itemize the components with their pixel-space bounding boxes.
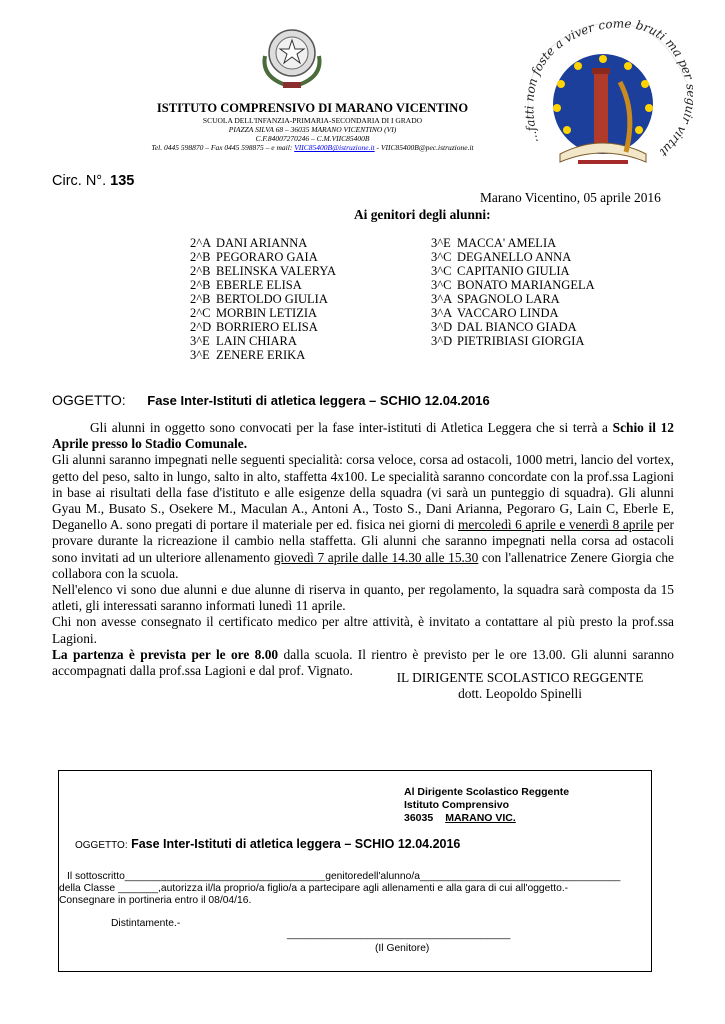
form-subject [75, 837, 460, 851]
signature-title: IL DIRIGENTE SCOLASTICO REGGENTE [396, 670, 644, 685]
pec-address: - VIIC85400B@pec.istruzione.it [374, 143, 474, 152]
student-name: SPAGNOLO LARA [457, 292, 560, 306]
circular-value: 135 [110, 173, 135, 189]
student-name: DEGANELLO ANNA [457, 250, 572, 264]
student-name: BONATO MARIANGELA [457, 278, 595, 292]
p5-bold: La partenza è prevista per le ore 8.00 [52, 646, 279, 662]
student-name: CAPITANIO GIULIA [457, 264, 570, 278]
student-class: 2^A [190, 236, 212, 250]
p2-text-a: Gli alunni saranno impegnati nelle seguenti specialità: corsa veloce, corsa ad ostacoli, 1000 metri, lancio del vortex, getto del peso, salto in lungo, salto in alto, staffetta 4x100. Le specialità saranno concordate con la prof.ssa Lagioni in base ai risultati della fase d'istituto e alle esigenze della squadra (vi sarà un punteggio di squadra). Gli alunni Gyau M., Busato S., Osekere M., Maculan A., Antoni A., Tosto S., Dani Arianna, Pegoraro G, Lain C, Eberle E, Deganello A. sono pregati di portare il materiale per ed. fisica nei giorni di [52, 452, 674, 533]
student-entry [431, 306, 595, 320]
form-line-name[interactable]: Il sottoscritto___________________________________genitoredell'alunno/a___________________________________ [67, 871, 621, 882]
student-entry [431, 264, 595, 278]
form-signature-line[interactable]: _______________________________________ [287, 929, 511, 940]
contacts-prefix: Tel. 0445 598870 – Fax 0445 598875 – e mail: [151, 143, 295, 152]
republic-emblem-icon [253, 16, 331, 94]
student-list-left [190, 236, 336, 362]
p1-text: Gli alunni in oggetto sono convocati per la fase inter-istituti di Atletica Leggera che si terrà a [90, 420, 613, 435]
student-class: 3^E [431, 236, 451, 250]
student-entry [190, 236, 336, 250]
paragraph-1 [52, 420, 674, 452]
form-recipient-line3 [404, 812, 569, 825]
student-name: LAIN CHIARA [216, 334, 297, 348]
student-entry [190, 320, 336, 334]
school-logo-icon [508, 12, 693, 182]
student-entry [190, 334, 336, 348]
form-closing: Distintamente.- [111, 918, 181, 929]
recipients-heading: Ai genitori degli alunni: [354, 207, 491, 222]
circular-label: Circ. N°. [52, 173, 107, 189]
student-name: ZENERE ERIKA [216, 348, 306, 362]
student-name: EBERLE ELISA [216, 278, 302, 292]
student-name: PEGORARO GAIA [216, 250, 318, 264]
student-entry [190, 306, 336, 320]
form-signature-label: (Il Genitore) [375, 943, 430, 954]
student-name: DAL BIANCO GIADA [457, 320, 577, 334]
form-city: MARANO VIC. [445, 812, 516, 824]
form-recipient-line1: Al Dirigente Scolastico Reggente [404, 786, 570, 798]
student-entry [431, 250, 595, 264]
student-class: 3^C [431, 250, 452, 264]
subject-line [52, 392, 490, 408]
student-class: 2^B [190, 292, 211, 306]
letter-body [52, 420, 674, 679]
school-contacts [80, 143, 545, 152]
subject-label: OGGETTO: [52, 392, 126, 408]
student-entry [190, 278, 336, 292]
p5-text: dalla scuola. Il rientro è previsto per le ore 13.00. Gli alunni saranno accompagnati dalla prof.ssa Lagioni e dal prof. Vignato. [52, 646, 674, 679]
p2-text-c: con l'allenatrice Zenere Giorgia che collabora con la scuola. [52, 549, 674, 581]
student-entry [190, 348, 336, 362]
form-recipient-line2: Istituto Comprensivo [404, 799, 510, 811]
circular-number [52, 173, 134, 189]
form-recipient [404, 786, 569, 825]
student-name: VACCARO LINDA [457, 306, 559, 320]
subject-text: Fase Inter-Istituti di atletica leggera – SCHIO 12.04.2016 [147, 393, 490, 408]
paragraph-3: Nell'elenco vi sono due alunni e due alunne di riserva in quanto, per regolamento, la squadra sarà composta da 15 atleti, gli interessati saranno informati lunedì 11 aprile. [52, 582, 674, 614]
p2-underline-2: giovedì 7 aprile dalle 14.30 alle 15.30 [273, 549, 479, 565]
student-class: 2^D [190, 320, 212, 334]
form-deadline: Consegnare in portineria entro il 08/04/16. [59, 895, 252, 906]
form-subject-label: OGGETTO: [75, 840, 128, 851]
student-class: 3^E [190, 348, 210, 362]
student-class: 3^C [431, 278, 452, 292]
paragraph-4: Chi non avesse consegnato il certificato medico per altre attività, è invitato a contattare al più presto la prof.ssa Lagioni. [52, 614, 674, 646]
return-slip-form [58, 770, 652, 972]
form-subject-text: Fase Inter-Istituti di atletica leggera – SCHIO 12.04.2016 [127, 837, 461, 851]
student-class: 3^C [431, 264, 452, 278]
student-class: 2^C [190, 306, 211, 320]
student-entry [431, 236, 595, 250]
student-entry [431, 278, 595, 292]
student-entry [431, 334, 595, 348]
student-name: MORBIN LETIZIA [216, 306, 318, 320]
student-name: DANI ARIANNA [216, 236, 308, 250]
paragraph-2 [52, 452, 674, 582]
p2-underline-1: mercoledì 6 aprile e venerdì 8 aprile [458, 517, 654, 533]
form-line-class[interactable]: della Classe _______,autorizza il/la proprio/a figlio/a a partecipare agli allenamenti e alla gara di cui all'oggetto.- [59, 883, 569, 894]
email-link[interactable]: VIIC85400B@istruzione.it [294, 143, 375, 152]
student-name: MACCA' AMELIA [457, 236, 557, 250]
logo-motto: ...fatti non foste a viver come bruti ma pe r virtut [522, 16, 693, 160]
student-name: BERTOLDO GIULIA [216, 292, 328, 306]
student-class: 3^D [431, 320, 453, 334]
student-class: 3^A [431, 306, 453, 320]
student-entry [190, 264, 336, 278]
student-class: 3^D [431, 334, 453, 348]
student-class: 3^E [190, 334, 210, 348]
student-entry [190, 292, 336, 306]
student-name: PIETRIBIASI GIORGIA [457, 334, 585, 348]
student-entry [190, 250, 336, 264]
form-cap: 36035 [404, 812, 434, 824]
student-entry [431, 292, 595, 306]
school-type: SCUOLA DELL'INFANZIA-PRIMARIA-SECONDARIA DI I GRADO [202, 116, 423, 125]
student-class: 2^B [190, 264, 211, 278]
student-entry [431, 320, 595, 334]
school-address: PIAZZA SILVA 68 – 36035 MARANO VICENTINO (VI) [228, 125, 397, 134]
date-line: Marano Vicentino, 05 aprile 2016 [480, 190, 661, 205]
signature-name: dott. Leopoldo Spinelli [458, 686, 582, 701]
student-class: 3^A [431, 292, 453, 306]
p2-text-b: per provare durante la ricreazione il cambio nella staffetta. Gli alunni che saranno impegnati nella corsa ad ostacoli sono invitati ad un ulteriore allenamento [52, 517, 674, 565]
school-codes: C.F.84007270246 – C.M.VIIC85400B [255, 134, 370, 143]
student-name: BELINSKA VALERYA [216, 264, 337, 278]
student-list-right [431, 236, 595, 348]
p1-bold: Schio il 12 Aprile presso lo Stadio Comunale. [52, 420, 674, 452]
school-name: ISTITUTO COMPRENSIVO DI MARANO VICENTINO [156, 101, 469, 115]
student-name: BORRIERO ELISA [216, 320, 318, 334]
student-class: 2^B [190, 250, 211, 264]
student-class: 2^B [190, 278, 211, 292]
